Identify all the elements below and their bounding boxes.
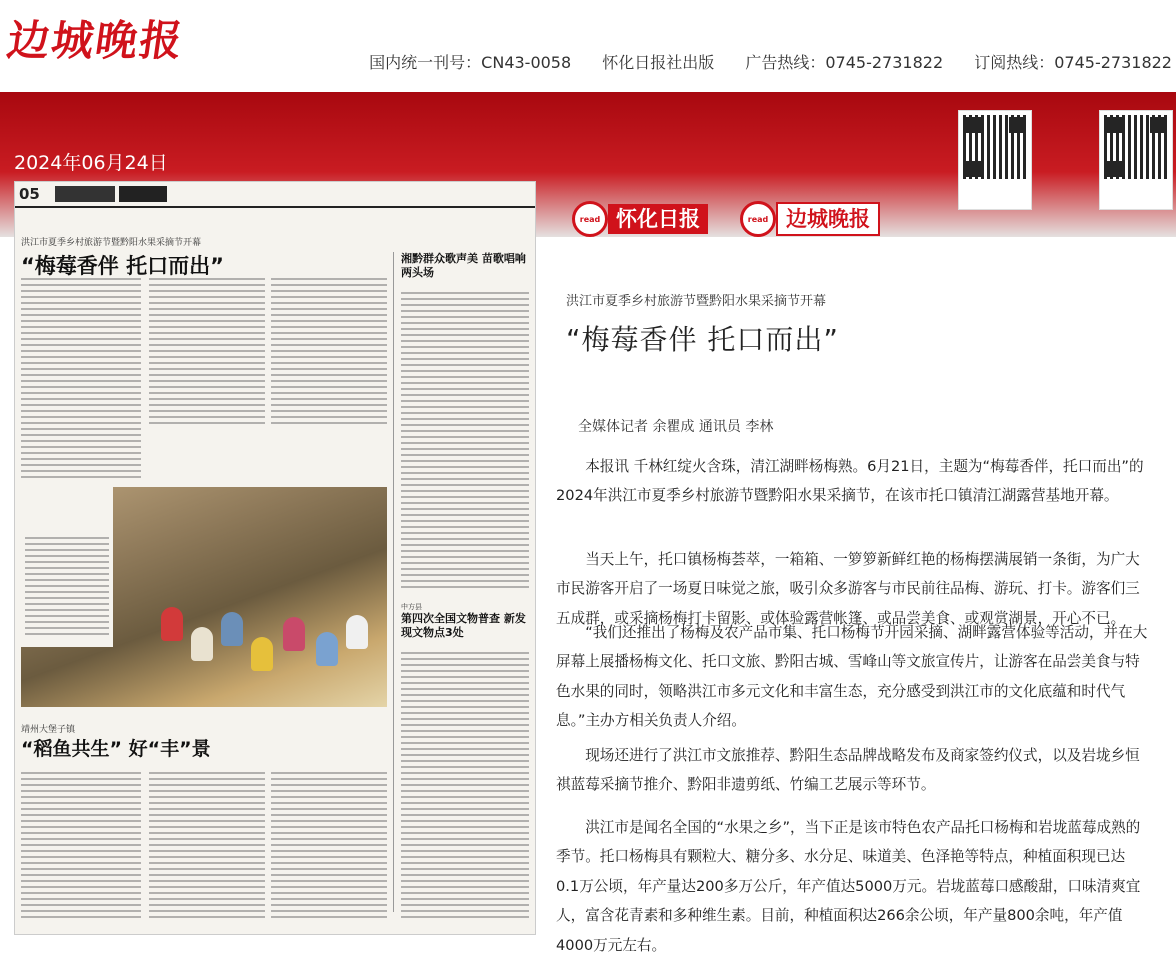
article-paragraph-4: 现场还进行了洪江市文旅推荐、黔阳生态品牌战略发布及商家签约仪式，以及岩垅乡恒祺蓝莓采摘节推介、黔阳非遗剪纸、竹编工艺展示等环节。 (556, 747, 1140, 794)
article-byline: 全媒体记者 余瞿成 通讯员 李林 (578, 419, 774, 435)
publisher-text: 怀化日报社出版 (602, 53, 715, 72)
site-header (0, 0, 1176, 92)
page-section (119, 186, 167, 202)
photo-figure (316, 632, 338, 666)
photo-figure (346, 615, 368, 649)
page-text-block (271, 278, 387, 428)
column-divider (393, 252, 394, 912)
article-paragraph-3: “我们还推出了杨梅及农产品市集、托口杨梅节开园采摘、湖畔露营体验等活动，并在大屏幕上展播杨梅文化、托口文旅、黔阳古城、雪峰山等文旅宣传片，让游客在品尝美食与特色水果的同时，领略洪江市多元文化和丰富生态，充分感受到洪江市的文化底蕴和时代气息。”主办方相关负责人介绍。 (556, 624, 1148, 730)
read-icon: read (740, 201, 776, 237)
subscribe-hotline-text: 订阅热线：0745-2731822 (974, 53, 1172, 72)
badge-huaihua-label: 怀化日报 (608, 204, 708, 234)
page-text-block (21, 772, 141, 922)
qr-code-biancheng (1099, 110, 1173, 210)
page-article2-kicker[interactable]: 靖州大堡子镇 (21, 725, 76, 735)
article-paragraph-1: 本报讯 千林红绽火含珠，清江湖畔杨梅熟。6月21日，主题为“梅莓香伴，托口而出”的2024年洪江市夏季乡村旅游节暨黔阳水果采摘节，在该市托口镇清江湖露营基地开幕。 (556, 458, 1144, 505)
page-text-block (401, 652, 529, 922)
qr-code-icon (1104, 115, 1168, 179)
page-article-title[interactable]: “梅莓香伴 托口而出” (21, 254, 224, 278)
badge-biancheng-evening[interactable] (740, 201, 880, 237)
photo-figure (251, 637, 273, 671)
photo-figure (283, 617, 305, 651)
page-photo[interactable] (21, 487, 387, 707)
page-side-title[interactable]: 湘黔群众歌声美 苗歌唱响两头场 (401, 252, 526, 279)
photo-caption-area (21, 487, 113, 647)
badge-biancheng-label: 边城晚报 (776, 202, 880, 236)
photo-figure (191, 627, 213, 661)
page-side-kicker: 中方县 (401, 603, 422, 611)
page-text-block (149, 278, 265, 428)
article-kicker: 洪江市夏季乡村旅游节暨黔阳水果采摘节开幕 (566, 294, 827, 309)
issue-date: 2024年06月24日 (14, 152, 168, 174)
qr-code-icon (963, 115, 1027, 179)
page-masthead (55, 186, 115, 202)
photo-caption-text (25, 537, 109, 637)
issn-text: 国内统一刊号：CN43-0058 (369, 53, 572, 72)
page-article-kicker[interactable]: 洪江市夏季乡村旅游节暨黔阳水果采摘节开幕 (21, 238, 202, 248)
publication-info (343, 50, 1172, 73)
photo-figure (161, 607, 183, 641)
page-text-block (21, 278, 141, 478)
ad-hotline-text: 广告热线：0745-2731822 (745, 53, 944, 72)
page-article2-title[interactable]: “稻鱼共生” 好“丰”景 (21, 738, 211, 760)
newspaper-page[interactable] (14, 181, 536, 935)
page-side-title2[interactable]: 第四次全国文物普查 新发现文物点3处 (401, 612, 526, 639)
article-title: “梅莓香伴 托口而出” (566, 323, 839, 356)
badge-huaihua-daily[interactable] (572, 201, 708, 237)
qr-code-huaihua (958, 110, 1032, 210)
page-text-block (401, 292, 529, 592)
page-text-block (149, 772, 265, 922)
article-paragraph-5: 洪江市是闻名全国的“水果之乡”，当下正是该市特色农产品托口杨梅和岩垅蓝莓成熟的季节。托口杨梅具有颗粒大、糖分多、水分足、味道美、色泽艳等特点，种植面积现已达0.1万公顷，年产量达200多万公斤，年产值达5000万元。岩垅蓝莓口感酸甜，口味清爽宜人，富含花青素和多种维生素。目前，种植面积达266余公顷，年产量800余吨，年产值4000万元左右。 (556, 819, 1141, 954)
read-icon: read (572, 201, 608, 237)
page-number: 05 (19, 185, 40, 203)
site-logo[interactable]: 边城晚报 (4, 16, 188, 65)
page-header (15, 182, 535, 208)
page-text-block (271, 772, 387, 922)
photo-figure (221, 612, 243, 646)
article-paragraph-2: 当天上午，托口镇杨梅荟萃，一箱箱、一箩箩新鲜红艳的杨梅摆满展销一条街，为广大市民游客开启了一场夏日味觉之旅，吸引众多游客与市民前往品梅、游玩、打卡。游客们三五成群，或采摘杨梅打卡留影、或体验露营帐篷、或品尝美食、或观赏湖景，开心不已。 (556, 551, 1140, 627)
